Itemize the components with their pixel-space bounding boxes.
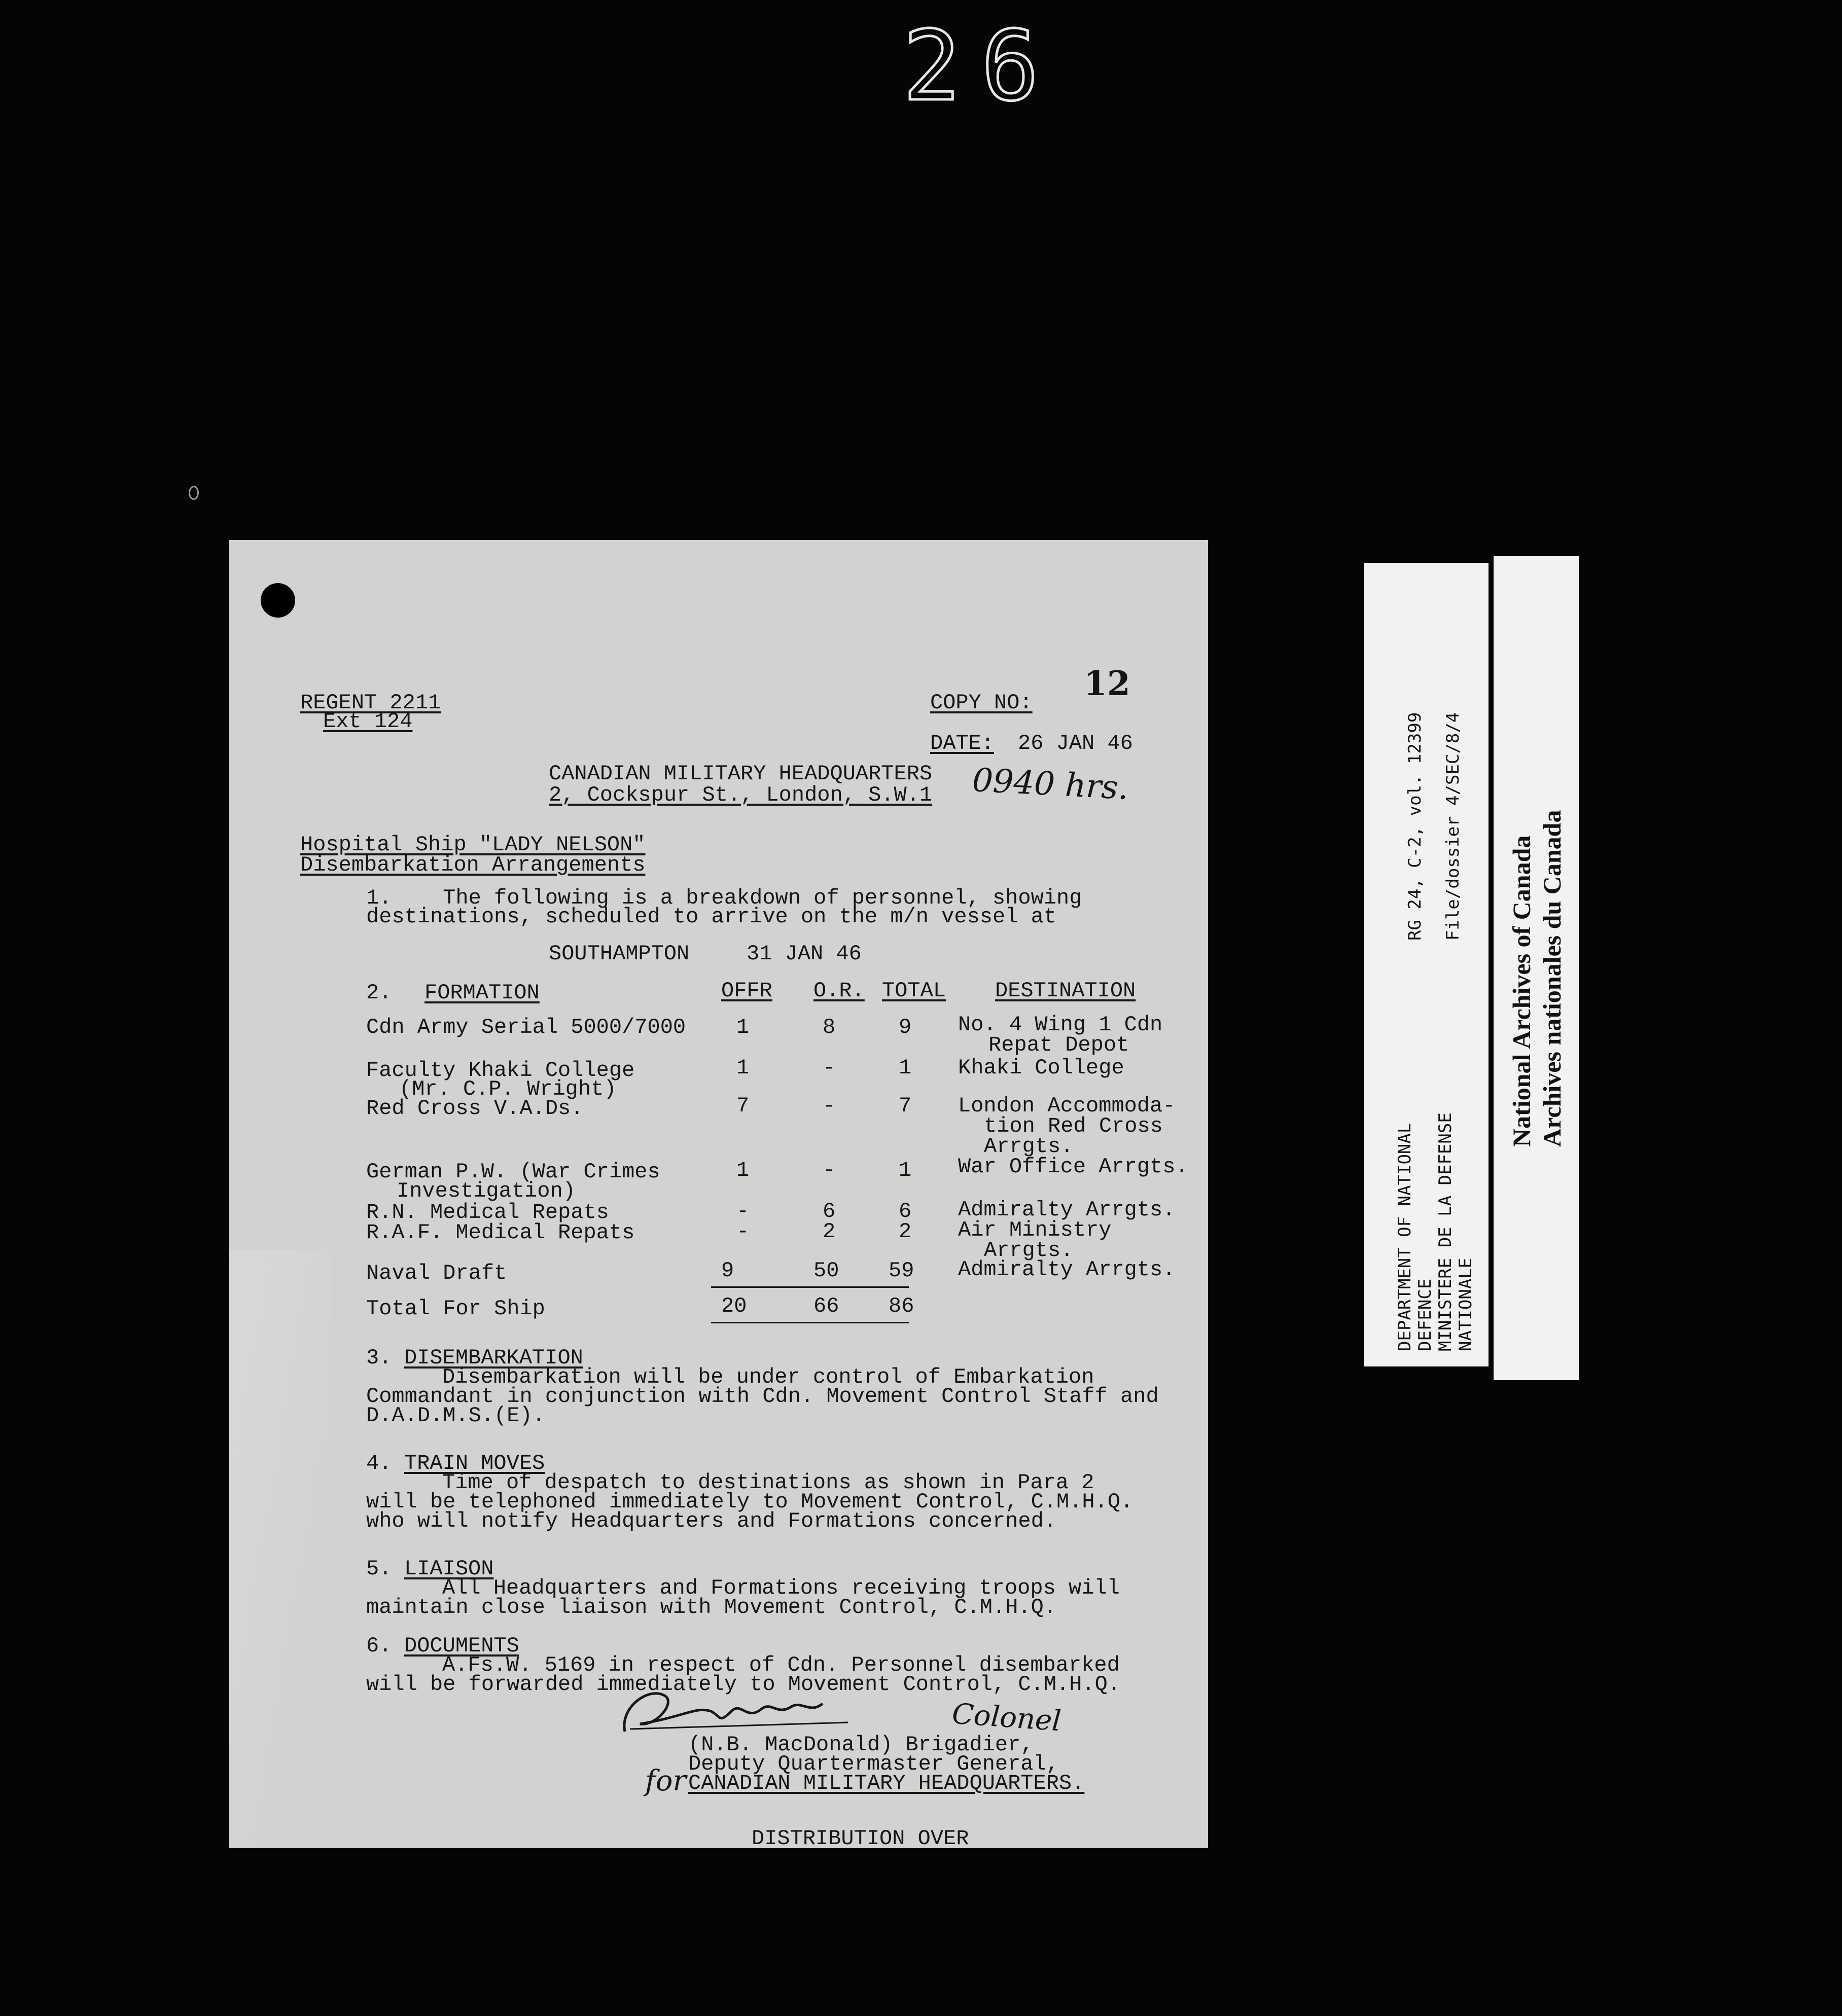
archives-en: National Archives of Canada [1507, 835, 1536, 1147]
total-total: 86 [889, 1294, 914, 1318]
para5-title: LIAISON [404, 1557, 494, 1581]
signer-line2: Deputy Quartermaster General, [688, 1752, 1059, 1776]
row3-total: 7 [899, 1094, 912, 1118]
row2-offr: 1 [736, 1056, 750, 1080]
row4-formation: German P.W. (War Crimes [366, 1160, 660, 1184]
archive-reference-label [1364, 563, 1489, 1366]
copy-no-label: COPY NO: [930, 691, 1033, 715]
row2-destination: Khaki College [958, 1056, 1124, 1080]
row3-or: - [823, 1094, 836, 1118]
torn-edge-shade [229, 1250, 331, 1848]
para3-line2: Commandant in conjunction with Cdn. Movement Control Staff and [366, 1384, 1159, 1409]
row3-destination-2: tion Red Cross [984, 1114, 1163, 1138]
para6-line1: A.Fs.W. 5169 in respect of Cdn. Personnel disembarked [442, 1653, 1120, 1677]
dept-line1: DEPARTMENT OF NATIONAL [1395, 1123, 1415, 1351]
para5-line1: All Headquarters and Formations receiving troops will [442, 1576, 1120, 1600]
row7-offr: 9 [721, 1258, 734, 1283]
row7-total: 59 [889, 1258, 914, 1283]
header-or: O.R. [813, 979, 865, 1003]
para3-line3: D.A.D.M.S.(E). [366, 1403, 545, 1428]
para4-num: 4. [366, 1451, 392, 1475]
row7-destination: Admiralty Arrgts. [958, 1257, 1176, 1282]
subject-line-1: Hospital Ship "LADY NELSON" [300, 833, 646, 857]
ref-line2: File/dossier 4/SEC/8/4 [1443, 712, 1463, 941]
total-rule-top [711, 1286, 909, 1288]
row5-formation: R.N. Medical Repats [366, 1200, 609, 1225]
signature-title: Colonel [951, 1697, 1062, 1738]
row3-offr: 7 [736, 1094, 750, 1118]
frame-number: 26 [903, 10, 1059, 122]
document-page [229, 540, 1208, 1851]
signer-line1: (N.B. MacDonald) Brigadier, [688, 1733, 1034, 1757]
row3-formation: Red Cross V.A.Ds. [366, 1096, 584, 1121]
date-value: 26 JAN 46 [1018, 731, 1133, 755]
row6-or: 2 [823, 1219, 836, 1244]
row1-total: 9 [899, 1015, 912, 1039]
dept-line3: MINISTERE DE LA DEFENSE [1435, 1112, 1456, 1351]
row4-or: - [823, 1158, 836, 1182]
para4-title: TRAIN MOVES [404, 1451, 545, 1475]
row1-offr: 1 [736, 1015, 750, 1039]
row2-total: 1 [899, 1056, 912, 1080]
row4-total: 1 [899, 1158, 912, 1182]
para5-num: 5. [366, 1557, 392, 1581]
row4-offr: 1 [736, 1158, 750, 1182]
para6-line2: will be forwarded immediately to Movement Control, C.M.H.Q. [366, 1672, 1121, 1697]
para3-num: 3. [366, 1346, 392, 1370]
row1-formation: Cdn Army Serial 5000/7000 [366, 1015, 686, 1039]
ref-line1: RG 24, C-2, vol. 12399 [1405, 712, 1425, 941]
archives-fr: Archives nationales du Canada [1538, 810, 1566, 1147]
para4-line2: will be telephoned immediately to Movement Control, C.M.H.Q. [366, 1490, 1133, 1514]
port-name: SOUTHAMPTON [549, 942, 690, 966]
archives-name-label [1494, 556, 1579, 1380]
para1-line2: destinations, scheduled to arrive on the m/n vessel at [366, 905, 1057, 929]
regent-line: REGENT 2211 [300, 691, 441, 715]
row4-formation-2: Investigation) [397, 1179, 576, 1203]
row6-offr: - [736, 1219, 750, 1244]
ext-line: Ext 124 [323, 709, 413, 734]
copy-no-value: 12 [1084, 664, 1130, 703]
total-rule-bottom [711, 1322, 909, 1323]
header-offr: OFFR [721, 979, 772, 1003]
row7-or: 50 [813, 1258, 839, 1283]
row5-destination: Admiralty Arrgts. [958, 1198, 1176, 1222]
dept-line2: DEFENCE [1415, 1278, 1435, 1351]
handwritten-time: 0940 hrs. [971, 761, 1129, 808]
hq-address: 2, Cockspur St., London, S.W.1 [549, 783, 933, 807]
row7-formation: Naval Draft [366, 1261, 507, 1285]
header-total: TOTAL [882, 979, 946, 1003]
para6-num: 6. [366, 1634, 392, 1658]
total-or: 66 [813, 1294, 839, 1318]
row1-destination-2: Repat Depot [988, 1033, 1129, 1057]
header-formation: FORMATION [424, 981, 540, 1005]
total-label: Total For Ship [366, 1297, 545, 1321]
para6-title: DOCUMENTS [404, 1634, 519, 1658]
row2-formation: Faculty Khaki College [366, 1058, 635, 1083]
signer-line3: CANADIAN MILITARY HEADQUARTERS. [688, 1771, 1085, 1795]
arrival-date: 31 JAN 46 [747, 942, 862, 966]
row6-total: 2 [899, 1219, 912, 1244]
row3-destination-3: Arrgts. [984, 1134, 1074, 1159]
para3-title: DISEMBARKATION [404, 1346, 583, 1370]
row5-or: 6 [823, 1199, 836, 1223]
row6-formation: R.A.F. Medical Repats [366, 1220, 635, 1245]
row1-or: 8 [823, 1015, 836, 1039]
row4-destination: War Office Arrgts. [958, 1155, 1188, 1179]
row2-or: - [823, 1056, 836, 1080]
punch-hole [261, 583, 295, 618]
date-label: DATE: [930, 731, 995, 755]
row5-offr: - [736, 1199, 750, 1223]
header-destination: DESTINATION [995, 979, 1136, 1003]
dept-line4: NATIONALE [1456, 1257, 1476, 1351]
para4-line3: who will notify Headquarters and Formations concerned. [366, 1509, 1057, 1533]
para5-line2: maintain close liaison with Movement Control, C.M.H.Q. [366, 1595, 1057, 1619]
table-para-num: 2. [366, 981, 392, 1005]
hq-name: CANADIAN MILITARY HEADQUARTERS [549, 762, 933, 786]
para4-line1: Time of despatch to destinations as shown in Para 2 [442, 1470, 1094, 1495]
total-offr: 20 [721, 1294, 747, 1318]
row1-destination: No. 4 Wing 1 Cdn [958, 1013, 1163, 1037]
subject-line-2: Disembarkation Arrangements [300, 853, 646, 877]
distribution-footer: DISTRIBUTION OVER [752, 1826, 969, 1851]
para1-line1: 1. The following is a breakdown of personnel, showing [366, 886, 1082, 910]
para3-line1: Disembarkation will be under control of Embarkation [442, 1365, 1094, 1389]
film-speck [189, 486, 199, 500]
row3-destination: London Accommoda- [958, 1094, 1176, 1118]
signer-for: for [645, 1765, 687, 1797]
row5-total: 6 [899, 1199, 912, 1223]
row6-destination-2: Arrgts. [984, 1238, 1074, 1263]
row2-formation-2: (Mr. C.P. Wright) [399, 1077, 617, 1101]
row6-destination: Air Ministry [958, 1218, 1112, 1242]
